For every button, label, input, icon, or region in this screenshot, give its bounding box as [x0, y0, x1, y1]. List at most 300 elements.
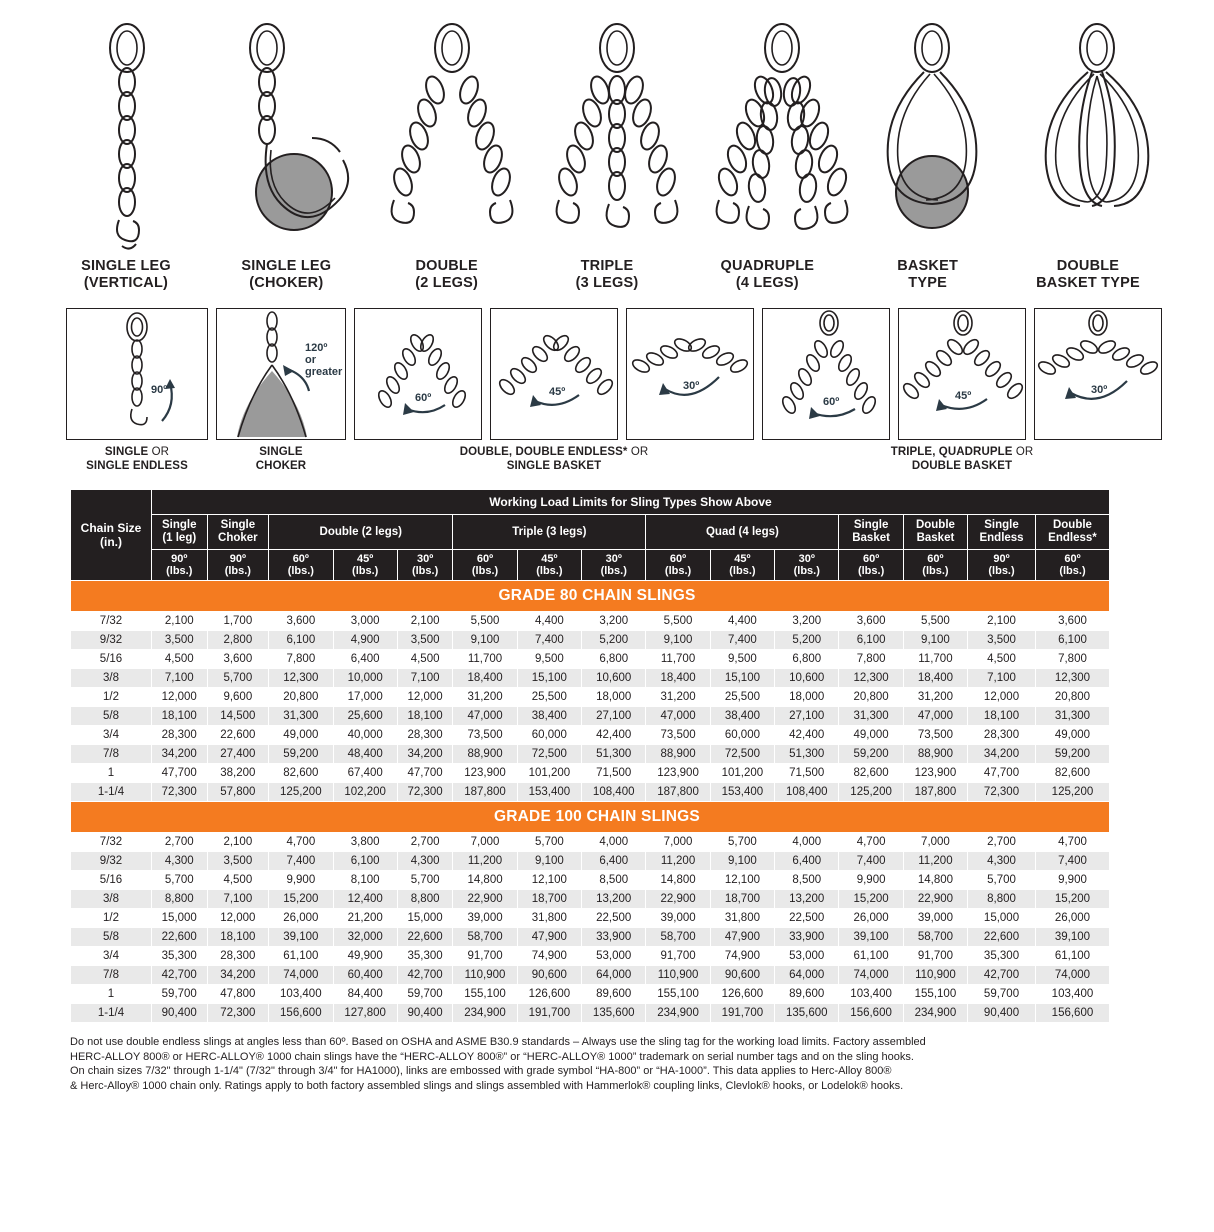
load-cell: 59,700 — [152, 985, 208, 1004]
load-cell: 1,700 — [207, 612, 269, 631]
angle-group-single — [66, 308, 208, 473]
table-row — [71, 909, 1110, 928]
load-cell: 12,300 — [269, 669, 333, 688]
sling-diagram-quadruple-4-legs — [702, 20, 832, 250]
table-row — [71, 612, 1110, 631]
load-cell: 9,900 — [839, 871, 903, 890]
load-cell: 4,900 — [333, 631, 397, 650]
load-cell: 90,600 — [710, 966, 774, 985]
load-cell: 61,100 — [1035, 947, 1109, 966]
load-cell: 91,700 — [646, 947, 710, 966]
sling-label-double-2-legs — [377, 258, 517, 292]
load-cell: 4,700 — [1035, 833, 1109, 852]
load-cell: 9,600 — [207, 688, 269, 707]
load-cell: 2,100 — [397, 612, 453, 631]
load-cell: 60,000 — [517, 726, 581, 745]
load-cell: 22,500 — [775, 909, 839, 928]
angle-header-4 — [397, 550, 453, 581]
load-cell: 156,600 — [269, 1004, 333, 1023]
load-cell: 3,200 — [775, 612, 839, 631]
load-cell: 60,400 — [333, 966, 397, 985]
load-cell: 91,700 — [453, 947, 517, 966]
load-cell: 51,300 — [775, 745, 839, 764]
load-cell: 91,700 — [903, 947, 967, 966]
load-cell: 18,400 — [903, 669, 967, 688]
load-cell: 38,400 — [710, 707, 774, 726]
load-cell: 42,400 — [582, 726, 646, 745]
table-angle-header-row — [71, 550, 1110, 581]
group-line1: Single — [984, 519, 1019, 531]
angle-header-8 — [646, 550, 710, 581]
load-cell: 6,400 — [582, 852, 646, 871]
load-cell: 90,600 — [517, 966, 581, 985]
load-cell: 90,400 — [397, 1004, 453, 1023]
load-cell: 27,100 — [582, 707, 646, 726]
group-header-double: Double (2 legs) — [269, 515, 453, 550]
load-cell: 103,400 — [839, 985, 903, 1004]
load-cell: 82,600 — [839, 764, 903, 783]
load-cell: 11,200 — [453, 852, 517, 871]
table-body — [71, 581, 1110, 1023]
group-line2: Endless — [979, 532, 1024, 544]
angle-caption-triple — [762, 445, 1162, 473]
load-cell: 10,600 — [582, 669, 646, 688]
load-cell: 4,300 — [152, 852, 208, 871]
load-cell: 17,000 — [333, 688, 397, 707]
angle-label: 30º — [1091, 384, 1108, 396]
table-row — [71, 985, 1110, 1004]
angle-value: 60º — [476, 553, 494, 565]
load-cell: 31,800 — [710, 909, 774, 928]
label-line-1: TRIPLE — [580, 258, 634, 274]
group-header-double-basket — [903, 515, 967, 550]
table-row — [71, 1004, 1110, 1023]
load-cell: 21,200 — [333, 909, 397, 928]
load-cell: 123,900 — [453, 764, 517, 783]
caption-bold-2: SINGLE BASKET — [506, 460, 602, 472]
load-cell: 123,900 — [646, 764, 710, 783]
load-cell: 22,500 — [582, 909, 646, 928]
load-cell: 7,400 — [839, 852, 903, 871]
angle-value: 60º — [927, 553, 944, 565]
group-header-triple: Triple (3 legs) — [453, 515, 646, 550]
angle-unit: (lbs.) — [287, 565, 314, 577]
load-cell: 58,700 — [903, 928, 967, 947]
grade-band-title-0: GRADE 80 CHAIN SLINGS — [71, 581, 1110, 612]
angle-header-6 — [517, 550, 581, 581]
chain-size-cell: 3/4 — [71, 726, 152, 745]
load-cell: 31,800 — [517, 909, 581, 928]
angle-value: 45º — [357, 553, 374, 565]
group-line1: Single — [220, 519, 256, 531]
load-cell: 3,500 — [397, 631, 453, 650]
load-cell: 64,000 — [775, 966, 839, 985]
load-cell: 28,300 — [397, 726, 453, 745]
load-cell: 7,000 — [453, 833, 517, 852]
angle-value: 90º — [171, 553, 188, 565]
group-line2: (1 leg) — [162, 532, 197, 544]
sling-label-single-leg-vertical — [56, 258, 196, 292]
load-cell: 15,100 — [710, 669, 774, 688]
load-cell: 5,500 — [646, 612, 710, 631]
chain-size-cell: 9/32 — [71, 852, 152, 871]
sling-label-triple-3-legs — [537, 258, 677, 292]
load-cell: 7,800 — [269, 650, 333, 669]
load-cell: 8,800 — [968, 890, 1036, 909]
footnote-line-2: HERC-ALLOY 800® or HERC-ALLOY® 1000 chain slings have the “HERC-ALLOY 800®” or “HERC-ALLOY® 1000” trademark on serial number tags and on the sling hooks. — [70, 1050, 914, 1063]
load-cell: 34,200 — [152, 745, 208, 764]
group-header-single-choker — [207, 515, 269, 550]
load-cell: 47,000 — [903, 707, 967, 726]
load-cell: 110,900 — [453, 966, 517, 985]
load-cell: 25,600 — [333, 707, 397, 726]
load-cell: 15,000 — [152, 909, 208, 928]
grade-band-title-1: GRADE 100 CHAIN SLINGS — [71, 802, 1110, 833]
load-cell: 15,000 — [968, 909, 1036, 928]
load-cell: 2,700 — [968, 833, 1036, 852]
angle-header-3 — [333, 550, 397, 581]
load-cell: 13,200 — [775, 890, 839, 909]
load-cell: 101,200 — [710, 764, 774, 783]
load-cell: 4,700 — [839, 833, 903, 852]
load-cell: 28,300 — [968, 726, 1036, 745]
load-cell: 4,500 — [207, 871, 269, 890]
caption-bold-1: DOUBLE, DOUBLE ENDLESS* — [459, 446, 628, 458]
angle-label-line3: greater — [305, 366, 343, 378]
load-cell: 10,000 — [333, 669, 397, 688]
table-row — [71, 726, 1110, 745]
load-cell: 47,900 — [517, 928, 581, 947]
load-cell: 35,300 — [152, 947, 208, 966]
sling-diagram-single-leg-vertical — [62, 20, 192, 250]
load-cell: 9,500 — [517, 650, 581, 669]
load-cell: 12,000 — [397, 688, 453, 707]
load-cell: 6,400 — [333, 650, 397, 669]
load-cell: 18,700 — [710, 890, 774, 909]
load-cell: 90,400 — [152, 1004, 208, 1023]
load-cell: 12,400 — [333, 890, 397, 909]
load-cell: 11,700 — [453, 650, 517, 669]
load-cell: 123,900 — [903, 764, 967, 783]
load-cell: 39,100 — [1035, 928, 1109, 947]
load-cell: 5,700 — [517, 833, 581, 852]
load-cell: 12,100 — [517, 871, 581, 890]
chain-size-cell: 3/8 — [71, 890, 152, 909]
load-cell: 53,000 — [582, 947, 646, 966]
group-line1: Single — [853, 519, 889, 531]
chain-size-cell: 1/2 — [71, 688, 152, 707]
sling-labels — [0, 250, 1214, 292]
load-cell: 9,900 — [269, 871, 333, 890]
load-cell: 187,800 — [646, 783, 710, 802]
caption-bold-2: CHOKER — [255, 460, 307, 472]
load-cell: 64,000 — [582, 966, 646, 985]
load-cell: 7,100 — [207, 890, 269, 909]
load-cell: 153,400 — [710, 783, 774, 802]
load-cell: 25,500 — [710, 688, 774, 707]
angle-unit: (lbs.) — [411, 565, 439, 577]
footnote — [70, 1035, 1110, 1093]
load-cell: 31,300 — [269, 707, 333, 726]
load-cell: 4,400 — [517, 612, 581, 631]
caption-bold-2: DOUBLE BASKET — [911, 460, 1013, 472]
load-cell: 9,100 — [710, 852, 774, 871]
caption-light: OR — [630, 446, 649, 458]
group-line1: Double — [1052, 519, 1092, 531]
label-line-2: TYPE — [908, 275, 947, 291]
angle-value: 30º — [798, 553, 815, 565]
load-cell: 125,200 — [269, 783, 333, 802]
load-cell: 27,400 — [207, 745, 269, 764]
label-line-1: BASKET — [897, 258, 959, 274]
load-cell: 18,100 — [207, 928, 269, 947]
load-cell: 47,000 — [646, 707, 710, 726]
chain-size-cell: 7/32 — [71, 833, 152, 852]
footnote-line-4: & Herc-Alloy® 1000 chain only. Ratings apply to both factory assembled slings and slings assembled with Hammerlok® coupling links, Clevlok® hooks, or Lodelok® hooks. — [70, 1079, 904, 1092]
load-cell: 4,700 — [269, 833, 333, 852]
load-cell: 2,100 — [152, 612, 208, 631]
load-cell: 49,900 — [333, 947, 397, 966]
table-row — [71, 833, 1110, 852]
load-cell: 72,500 — [710, 745, 774, 764]
angle-header-7 — [582, 550, 646, 581]
load-cell: 40,000 — [333, 726, 397, 745]
load-cell: 73,500 — [453, 726, 517, 745]
caption-light: OR — [1015, 446, 1034, 458]
load-cell: 3,500 — [207, 852, 269, 871]
load-cell: 9,100 — [517, 852, 581, 871]
load-cell: 47,700 — [152, 764, 208, 783]
load-cell: 6,100 — [333, 852, 397, 871]
angle-group-choker — [216, 308, 346, 473]
load-cell: 2,100 — [207, 833, 269, 852]
angle-caption-double — [354, 445, 754, 473]
chain-size-header — [71, 490, 152, 581]
load-cell: 156,600 — [1035, 1004, 1109, 1023]
load-cell: 82,600 — [1035, 764, 1109, 783]
load-cell: 3,500 — [968, 631, 1036, 650]
load-cell: 3,000 — [333, 612, 397, 631]
chain-size-cell: 7/8 — [71, 745, 152, 764]
load-cell: 18,000 — [775, 688, 839, 707]
load-cell: 6,100 — [839, 631, 903, 650]
load-cell: 155,100 — [646, 985, 710, 1004]
chain-size-cell: 1 — [71, 764, 152, 783]
load-cell: 34,200 — [968, 745, 1036, 764]
load-cell: 67,400 — [333, 764, 397, 783]
load-cell: 6,100 — [269, 631, 333, 650]
label-line-1: DOUBLE — [1056, 258, 1120, 274]
load-cell: 7,800 — [1035, 650, 1109, 669]
load-cell: 8,100 — [333, 871, 397, 890]
load-cell: 28,300 — [152, 726, 208, 745]
load-cell: 4,400 — [710, 612, 774, 631]
load-cell: 6,800 — [582, 650, 646, 669]
angle-unit: (lbs.) — [536, 565, 563, 577]
load-cell: 59,200 — [1035, 745, 1109, 764]
load-cell: 15,200 — [1035, 890, 1109, 909]
load-cell: 7,100 — [968, 669, 1036, 688]
load-cell: 18,400 — [646, 669, 710, 688]
load-cell: 9,100 — [453, 631, 517, 650]
load-cell: 22,900 — [453, 890, 517, 909]
load-cell: 187,800 — [453, 783, 517, 802]
load-cell: 234,900 — [453, 1004, 517, 1023]
load-cell: 73,500 — [646, 726, 710, 745]
angle-label: 30º — [683, 380, 700, 392]
load-cell: 110,900 — [646, 966, 710, 985]
label-line-2: (CHOKER) — [249, 275, 324, 291]
grade-band-row — [71, 802, 1110, 833]
load-cell: 88,900 — [646, 745, 710, 764]
load-cell: 6,800 — [775, 650, 839, 669]
load-cell: 20,800 — [839, 688, 903, 707]
label-line-2: (VERTICAL) — [83, 275, 169, 291]
angle-unit: (lbs.) — [857, 565, 885, 577]
chain-size-cell: 1-1/4 — [71, 1004, 152, 1023]
load-cell: 3,500 — [152, 631, 208, 650]
caption-bold-2: SINGLE ENDLESS — [86, 460, 188, 472]
angle-box-double-30 — [626, 308, 754, 440]
load-cell: 73,500 — [903, 726, 967, 745]
angle-header-5 — [453, 550, 517, 581]
angle-value: 45º — [734, 553, 751, 565]
load-cell: 22,900 — [903, 890, 967, 909]
caption-light: OR — [151, 446, 170, 458]
caption-bold-1: SINGLE — [104, 446, 149, 458]
table-group-header-row — [71, 515, 1110, 550]
load-cell: 32,000 — [333, 928, 397, 947]
load-cell: 11,200 — [646, 852, 710, 871]
load-cell: 42,700 — [397, 966, 453, 985]
load-cell: 12,300 — [1035, 669, 1109, 688]
sling-label-basket-type — [858, 258, 998, 292]
label-line-1: QUADRUPLE — [720, 258, 815, 274]
load-cell: 88,900 — [453, 745, 517, 764]
load-cell: 126,600 — [517, 985, 581, 1004]
load-cell: 33,900 — [582, 928, 646, 947]
angle-header-0 — [152, 550, 208, 581]
sling-diagram-double-2-legs — [382, 20, 512, 250]
angle-label: 45º — [955, 390, 972, 402]
load-cell: 89,600 — [582, 985, 646, 1004]
load-cell: 15,200 — [269, 890, 333, 909]
load-cell: 59,700 — [968, 985, 1036, 1004]
load-cell: 18,000 — [582, 688, 646, 707]
load-cell: 26,000 — [839, 909, 903, 928]
load-cell: 7,100 — [152, 669, 208, 688]
load-cell: 74,000 — [1035, 966, 1109, 985]
load-cell: 22,900 — [646, 890, 710, 909]
load-cell: 7,400 — [710, 631, 774, 650]
chain-size-cell: 5/16 — [71, 871, 152, 890]
load-cell: 5,500 — [903, 612, 967, 631]
table-row — [71, 783, 1110, 802]
load-cell: 14,800 — [646, 871, 710, 890]
chain-size-header-line2: (in.) — [100, 535, 122, 549]
table-row — [71, 947, 1110, 966]
load-cell: 22,600 — [397, 928, 453, 947]
load-cell: 6,400 — [775, 852, 839, 871]
load-cell: 3,200 — [582, 612, 646, 631]
load-cell: 38,200 — [207, 764, 269, 783]
load-cell: 72,300 — [968, 783, 1036, 802]
load-cell: 74,900 — [517, 947, 581, 966]
table-row — [71, 650, 1110, 669]
group-header-single-endless — [968, 515, 1036, 550]
grade-band-row — [71, 581, 1110, 612]
group-header-quad: Quad (4 legs) — [646, 515, 839, 550]
load-cell: 4,000 — [582, 833, 646, 852]
load-cell: 6,100 — [1035, 631, 1109, 650]
angle-unit: (lbs.) — [664, 565, 692, 577]
table-row — [71, 890, 1110, 909]
label-line-2: (4 LEGS) — [735, 275, 799, 291]
load-cell: 28,300 — [207, 947, 269, 966]
load-cell: 15,100 — [517, 669, 581, 688]
load-cell: 7,400 — [1035, 852, 1109, 871]
load-cell: 49,000 — [839, 726, 903, 745]
load-cell: 125,200 — [839, 783, 903, 802]
load-cell: 5,700 — [968, 871, 1036, 890]
load-cell: 108,400 — [582, 783, 646, 802]
load-cell: 8,800 — [152, 890, 208, 909]
load-cell: 12,000 — [207, 909, 269, 928]
label-line-2: (3 LEGS) — [575, 275, 639, 291]
load-cell: 18,100 — [397, 707, 453, 726]
load-cell: 61,100 — [839, 947, 903, 966]
load-cell: 155,100 — [903, 985, 967, 1004]
chain-size-cell: 7/8 — [71, 966, 152, 985]
load-cell: 72,300 — [207, 1004, 269, 1023]
angle-value: 60º — [292, 553, 309, 565]
load-cell: 42,700 — [968, 966, 1036, 985]
chain-size-cell: 1-1/4 — [71, 783, 152, 802]
load-cell: 187,800 — [903, 783, 967, 802]
load-cell: 49,000 — [1035, 726, 1109, 745]
load-cell: 2,700 — [152, 833, 208, 852]
load-cell: 39,100 — [269, 928, 333, 947]
caption-bold-1: SINGLE — [259, 446, 303, 458]
angle-box-double-60 — [354, 308, 482, 440]
angle-label: 45º — [549, 386, 566, 398]
table-row — [71, 871, 1110, 890]
load-cell: 49,000 — [269, 726, 333, 745]
angle-value: 60º — [1064, 553, 1081, 565]
load-cell: 39,000 — [646, 909, 710, 928]
angle-unit: (lbs.) — [793, 565, 820, 577]
load-cell: 5,700 — [710, 833, 774, 852]
load-cell: 103,400 — [1035, 985, 1109, 1004]
load-cell: 74,000 — [269, 966, 333, 985]
load-cell: 74,900 — [710, 947, 774, 966]
sling-label-quadruple-4-legs — [697, 258, 837, 292]
load-cell: 18,100 — [968, 707, 1036, 726]
angle-value: 60º — [669, 553, 687, 565]
angle-unit: (lbs.) — [729, 565, 756, 577]
angle-header-14 — [1035, 550, 1109, 581]
load-cell: 60,000 — [710, 726, 774, 745]
load-cell: 58,700 — [453, 928, 517, 947]
load-cell: 53,000 — [775, 947, 839, 966]
load-cell: 126,600 — [710, 985, 774, 1004]
load-cell: 5,700 — [152, 871, 208, 890]
angle-unit: (lbs.) — [922, 565, 949, 577]
load-cell: 35,300 — [968, 947, 1036, 966]
angle-header-1 — [207, 550, 269, 581]
load-cell: 11,700 — [646, 650, 710, 669]
angle-box-choker — [216, 308, 346, 440]
